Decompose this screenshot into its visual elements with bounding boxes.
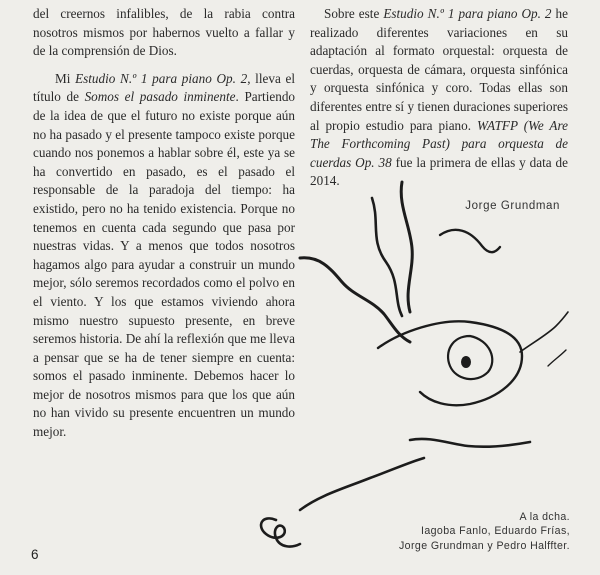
ink-stroke (378, 321, 522, 405)
ink-stroke (300, 458, 424, 510)
paragraph-text: he realizado diferentes variaciones en su adaptación al formato orquestal: orquesta de cuerdas, orquesta de cámara, orquesta sinfónica y orquesta sinfónica y coro. Todas ellas son diferentes entre sí y tienen duraciones superiores al propio estudio para piano. (310, 6, 568, 133)
work-title-italic: Somos el pasado inminente (84, 89, 236, 105)
left-paragraph-1 (33, 5, 295, 61)
ink-stroke (440, 230, 500, 252)
ink-stroke (410, 439, 530, 447)
photo-caption (399, 510, 570, 553)
caption-line: Jorge Grundman y Pedro Halffter. (398, 539, 570, 552)
caption-line: Iagoba Fanlo, Eduardo Frías, (420, 525, 570, 538)
ink-stroke (520, 312, 568, 352)
paragraph-text: . Partiendo de la idea de que el futuro no existe porque aún no ha pasado y el presente tampoco existe porque cuando nos ponemos a hablar sobre él, este ya se ha convertido en pasado, es el pasado el responsable de la paradoja del tiempo: ha existido, pero no ha tenido existencia. Porque no tenemos en cuenta cada segundo que pasa por nuestras vidas. Y a menos que todos nosotros hagamos algo para ayudar a construir un mundo mejor, sólo seremos recordados como el polvo en el viento. Y los que estamos viviendo ahora mismo nuestro supuesto presente, en breve seremos historia. De ahí la reflexión que me lleva a pensar que se ha de tener siempre en cuenta: somos el pasado inminente. Debemos hacer lo mejor de nosotros mismos para que los que aún no han vivido su presente encuentren un mundo mejor. (33, 89, 296, 440)
paragraph-text: del creernos infalibles, de la rabia contra nosotros mismos por habernos vuelto a fallar y de la comprensión de Dios. (33, 6, 295, 59)
right-text-column (310, 5, 568, 191)
author-signature: Jorge Grundman (465, 200, 560, 212)
paragraph-text: Sobre este (324, 6, 384, 21)
ink-stroke (300, 258, 410, 342)
work-title-italic: WATFP (We Are The Forthcoming Past) para orquesta de cuerdas Op. 38 (310, 117, 568, 170)
ink-stroke (401, 182, 412, 312)
work-title-italic: Estudio N.º 1 para piano Op. 2 (75, 70, 248, 86)
work-title-italic: Estudio N.º 1 para piano Op. 2 (383, 6, 552, 21)
ink-stroke (448, 336, 492, 379)
ink-stroke (261, 518, 300, 546)
page-number: 6 (31, 547, 39, 562)
ink-eye-dot (461, 356, 471, 368)
right-paragraph-1 (310, 5, 568, 191)
ink-stroke (548, 350, 566, 366)
paragraph-text: , lleva el título de (33, 70, 295, 105)
paragraph-text: fue la primera de ellas y data de 2014. (310, 154, 568, 189)
left-text-column (33, 5, 295, 442)
paragraph-text: Mi (55, 70, 76, 86)
ink-stroke (372, 198, 402, 316)
caption-line: A la dcha. (519, 511, 570, 523)
left-paragraph-2 (33, 70, 295, 442)
